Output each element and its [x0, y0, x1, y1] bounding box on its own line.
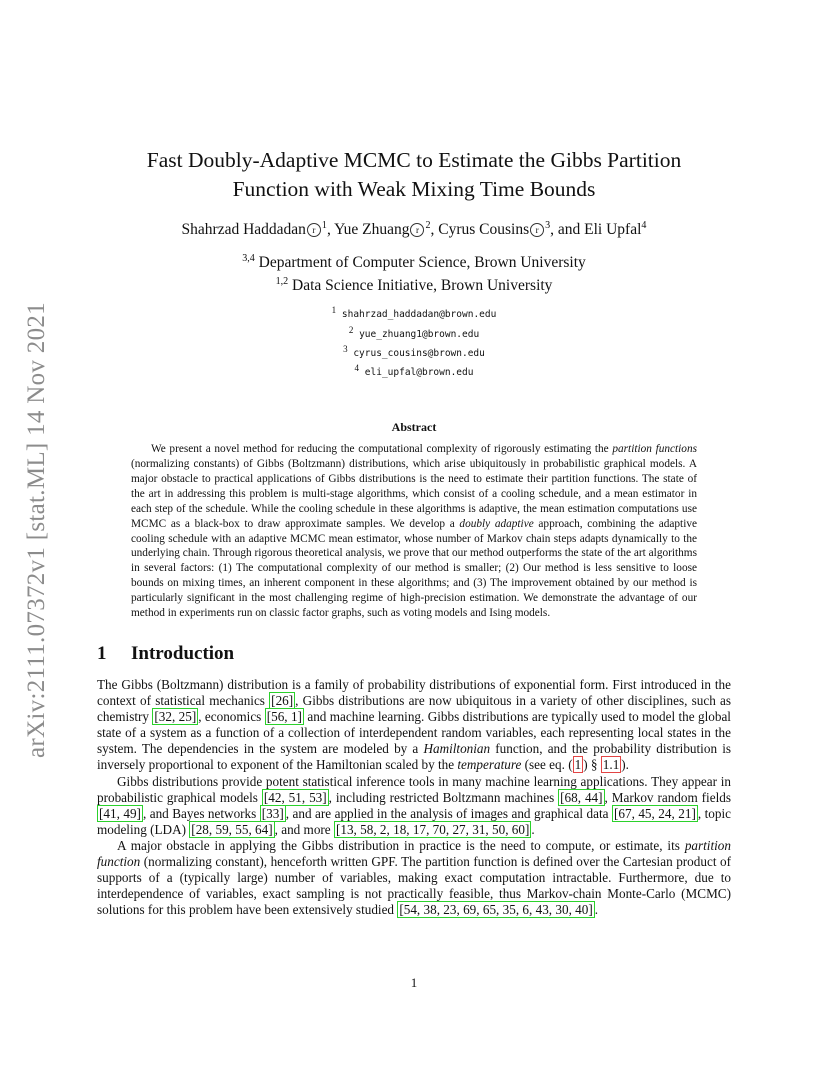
abstract-text — [131, 442, 697, 621]
citation-link[interactable]: [42, 51, 53] — [263, 789, 327, 805]
text-run: , including restricted Boltzmann machines — [328, 789, 559, 805]
emphasis: partition function — [97, 837, 731, 869]
paragraph-3 — [97, 838, 731, 918]
text-run: (see eq. ( — [521, 757, 573, 773]
citation-link[interactable]: [33] — [261, 805, 284, 821]
text-run: The Gibbs (Boltzmann) distribution is a family of probability distributions of exponential form. First introduced in the context of statistical mechanics — [97, 676, 731, 709]
section-heading — [97, 643, 731, 665]
emphasis: Hamiltonian — [423, 741, 491, 757]
affiliation-1-text: Department of Computer Science, Brown University — [258, 254, 586, 272]
paper-title — [97, 146, 731, 204]
citation-link[interactable]: [13, 58, 2, 18, 17, 70, 27, 31, 50, 60] — [335, 821, 530, 837]
emphasis: temperature — [457, 757, 522, 773]
citation-link[interactable]: [54, 38, 23, 69, 65, 35, 6, 43, 30, 40] — [399, 902, 593, 918]
author-2: Yue Zhuang — [334, 221, 410, 239]
author-4: and Eli Upfal — [557, 221, 642, 239]
paper-page — [97, 146, 731, 918]
paragraph-2 — [97, 774, 731, 838]
affiliation-2-text: Data Science Initiative, Brown University — [292, 277, 553, 295]
section-title: Introduction — [131, 642, 235, 664]
orcid-icon[interactable]: r — [410, 223, 424, 237]
text-run: , Gibbs distributions are now ubiquitous in a variety of other disciplines, such as chemistry — [97, 693, 731, 725]
arxiv-stamp-text: arXiv:2111.07372v1 [stat.ML] 14 Nov 2021 — [23, 302, 50, 758]
citation-link[interactable]: [26] — [271, 693, 294, 709]
email-link[interactable]: eli_upfal@brown.edu — [364, 367, 474, 379]
email-sup: 3 — [343, 343, 348, 354]
abstract-emph: doubly adaptive — [459, 517, 534, 530]
author-4-sup: 4 — [641, 220, 647, 231]
separator: , — [430, 221, 435, 239]
email-item — [97, 323, 731, 342]
title-line-2: Function with Weak Mixing Time Bounds — [232, 177, 596, 201]
title-line-1: Fast Doubly-Adaptive MCMC to Estimate the Gibbs Partition — [146, 148, 682, 172]
section-link[interactable]: 1.1 — [602, 757, 620, 773]
text-run: . — [531, 821, 535, 837]
separator: , — [550, 221, 555, 239]
email-sup: 1 — [331, 305, 337, 316]
email-link[interactable]: cyrus_cousins@brown.edu — [353, 347, 485, 359]
text-run: , economics — [198, 709, 265, 725]
author-1-sup: 1 — [321, 220, 327, 231]
text-run: , Markov random fields — [604, 789, 731, 805]
text-run: function, and the probability distribution is inversely proportional to exponent of the Hamiltonian scaled by the — [97, 741, 732, 773]
email-item — [97, 342, 731, 361]
email-link[interactable]: shahrzad_haddadan@brown.edu — [341, 309, 497, 321]
equation-link[interactable]: 1 — [574, 757, 582, 773]
text-run: , and more — [274, 821, 334, 837]
author-list — [97, 220, 731, 239]
text-run: , and Bayes networks — [142, 805, 260, 821]
affiliation-1-sup: 3,4 — [242, 253, 255, 265]
text-run: Gibbs distributions provide potent statistical inference tools in many machine learning applications. They appear in probabilistic graphical models — [97, 773, 731, 805]
email-item — [97, 303, 731, 322]
author-3: Cyrus Cousins — [438, 221, 530, 239]
author-1: Shahrzad Haddadan — [181, 221, 306, 239]
email-sup: 2 — [348, 324, 354, 335]
text-run: , and are applied in the analysis of images and graphical data — [285, 805, 612, 821]
page-number: 1 — [410, 975, 418, 990]
abstract-run: approach, combining the adaptive cooling schedule with an adaptive MCMC mean estimator, whose number of Markov chain steps adapts dynamically to the underlying chain. Through rigorous theoretical analysis, we prove that our method outperforms the state of the art algorithms in several factors: (1) The computational complexity of our method is smaller; (2) Our method is less sensitive to loose bounds on mixing times, an inherent component in these algorithms; and (3) The improvement obtained by our method is particularly significant in the most challenging regime of high-precision estimation. We demonstrate the advantage of our method in experiments run on classic factor graphs, such as voting models and Ising models. — [131, 517, 697, 620]
email-list — [97, 303, 731, 380]
orcid-icon[interactable]: r — [530, 223, 544, 237]
text-run: ). — [621, 757, 629, 773]
abstract-emph: partition functions — [612, 443, 697, 456]
affiliations — [97, 249, 731, 295]
section-number: 1 — [97, 642, 107, 664]
separator: , — [326, 221, 331, 239]
arxiv-stamp — [14, 280, 60, 780]
section-body — [97, 677, 731, 918]
author-3-sup: 3 — [545, 220, 551, 231]
email-item — [97, 361, 731, 380]
text-run: . — [594, 902, 599, 918]
text-run: A major obstacle in applying the Gibbs distribution in practice is the need to compute, or estimate, its — [117, 837, 685, 853]
affiliation-1 — [97, 249, 731, 272]
paragraph-1 — [97, 677, 731, 774]
email-sup: 4 — [354, 362, 360, 373]
text-run: ) § — [583, 757, 601, 773]
text-run: and machine learning. Gibbs distributions are typically used to model the global state of a system as a function of a collection of interdependent random variables, each representing local states in the system. The dependencies in the system are modeled by a — [97, 709, 731, 757]
abstract-run: (normalizing constants) of Gibbs (Boltzmann) distributions, which arise ubiquitously in probabilistic graphical models. A major obstacle to practical applications of Gibbs distributions is the need to estimate their partition functions. The state of the art in addressing this problem is multi-stage algorithms, which consist of a cooling schedule, and a mean estimator in each step of the schedule. While the cooling schedule in these algorithms is adaptive, the mean estimation computations use MCMC as a black-box to draw approximate samples. We develop a — [131, 458, 697, 530]
affiliation-2-sup: 1,2 — [275, 276, 289, 288]
affiliation-2 — [97, 272, 731, 295]
abstract-run: We present a novel method for reducing the computational complexity of rigorously estimating the — [151, 443, 609, 456]
orcid-icon[interactable]: r — [307, 223, 321, 237]
citation-link[interactable]: [32, 25] — [154, 709, 197, 725]
citation-link[interactable]: [67, 45, 24, 21] — [613, 805, 696, 821]
citation-link[interactable]: [41, 49] — [99, 805, 141, 821]
citation-link[interactable]: [56, 1] — [266, 709, 302, 725]
email-link[interactable]: yue_zhuang1@brown.edu — [359, 328, 480, 340]
abstract-heading: Abstract — [391, 420, 437, 435]
text-run: , topic modeling (LDA) — [97, 805, 731, 837]
citation-link[interactable]: [28, 59, 55, 64] — [191, 821, 273, 837]
author-2-sup: 2 — [425, 220, 431, 231]
citation-link[interactable]: [68, 44] — [560, 789, 603, 805]
text-run: (normalizing constant), henceforth written GPF. The partition function is defined over the Cartesian product of supports of a (typically large) number of variables, making exact computation intractable. Furthermore, due to interdependence of variables, exact sampling is not practically feasible, thus Markov-chain Monte-Carlo (MCMC) solutions for this problem have been extensively studied — [97, 854, 731, 918]
